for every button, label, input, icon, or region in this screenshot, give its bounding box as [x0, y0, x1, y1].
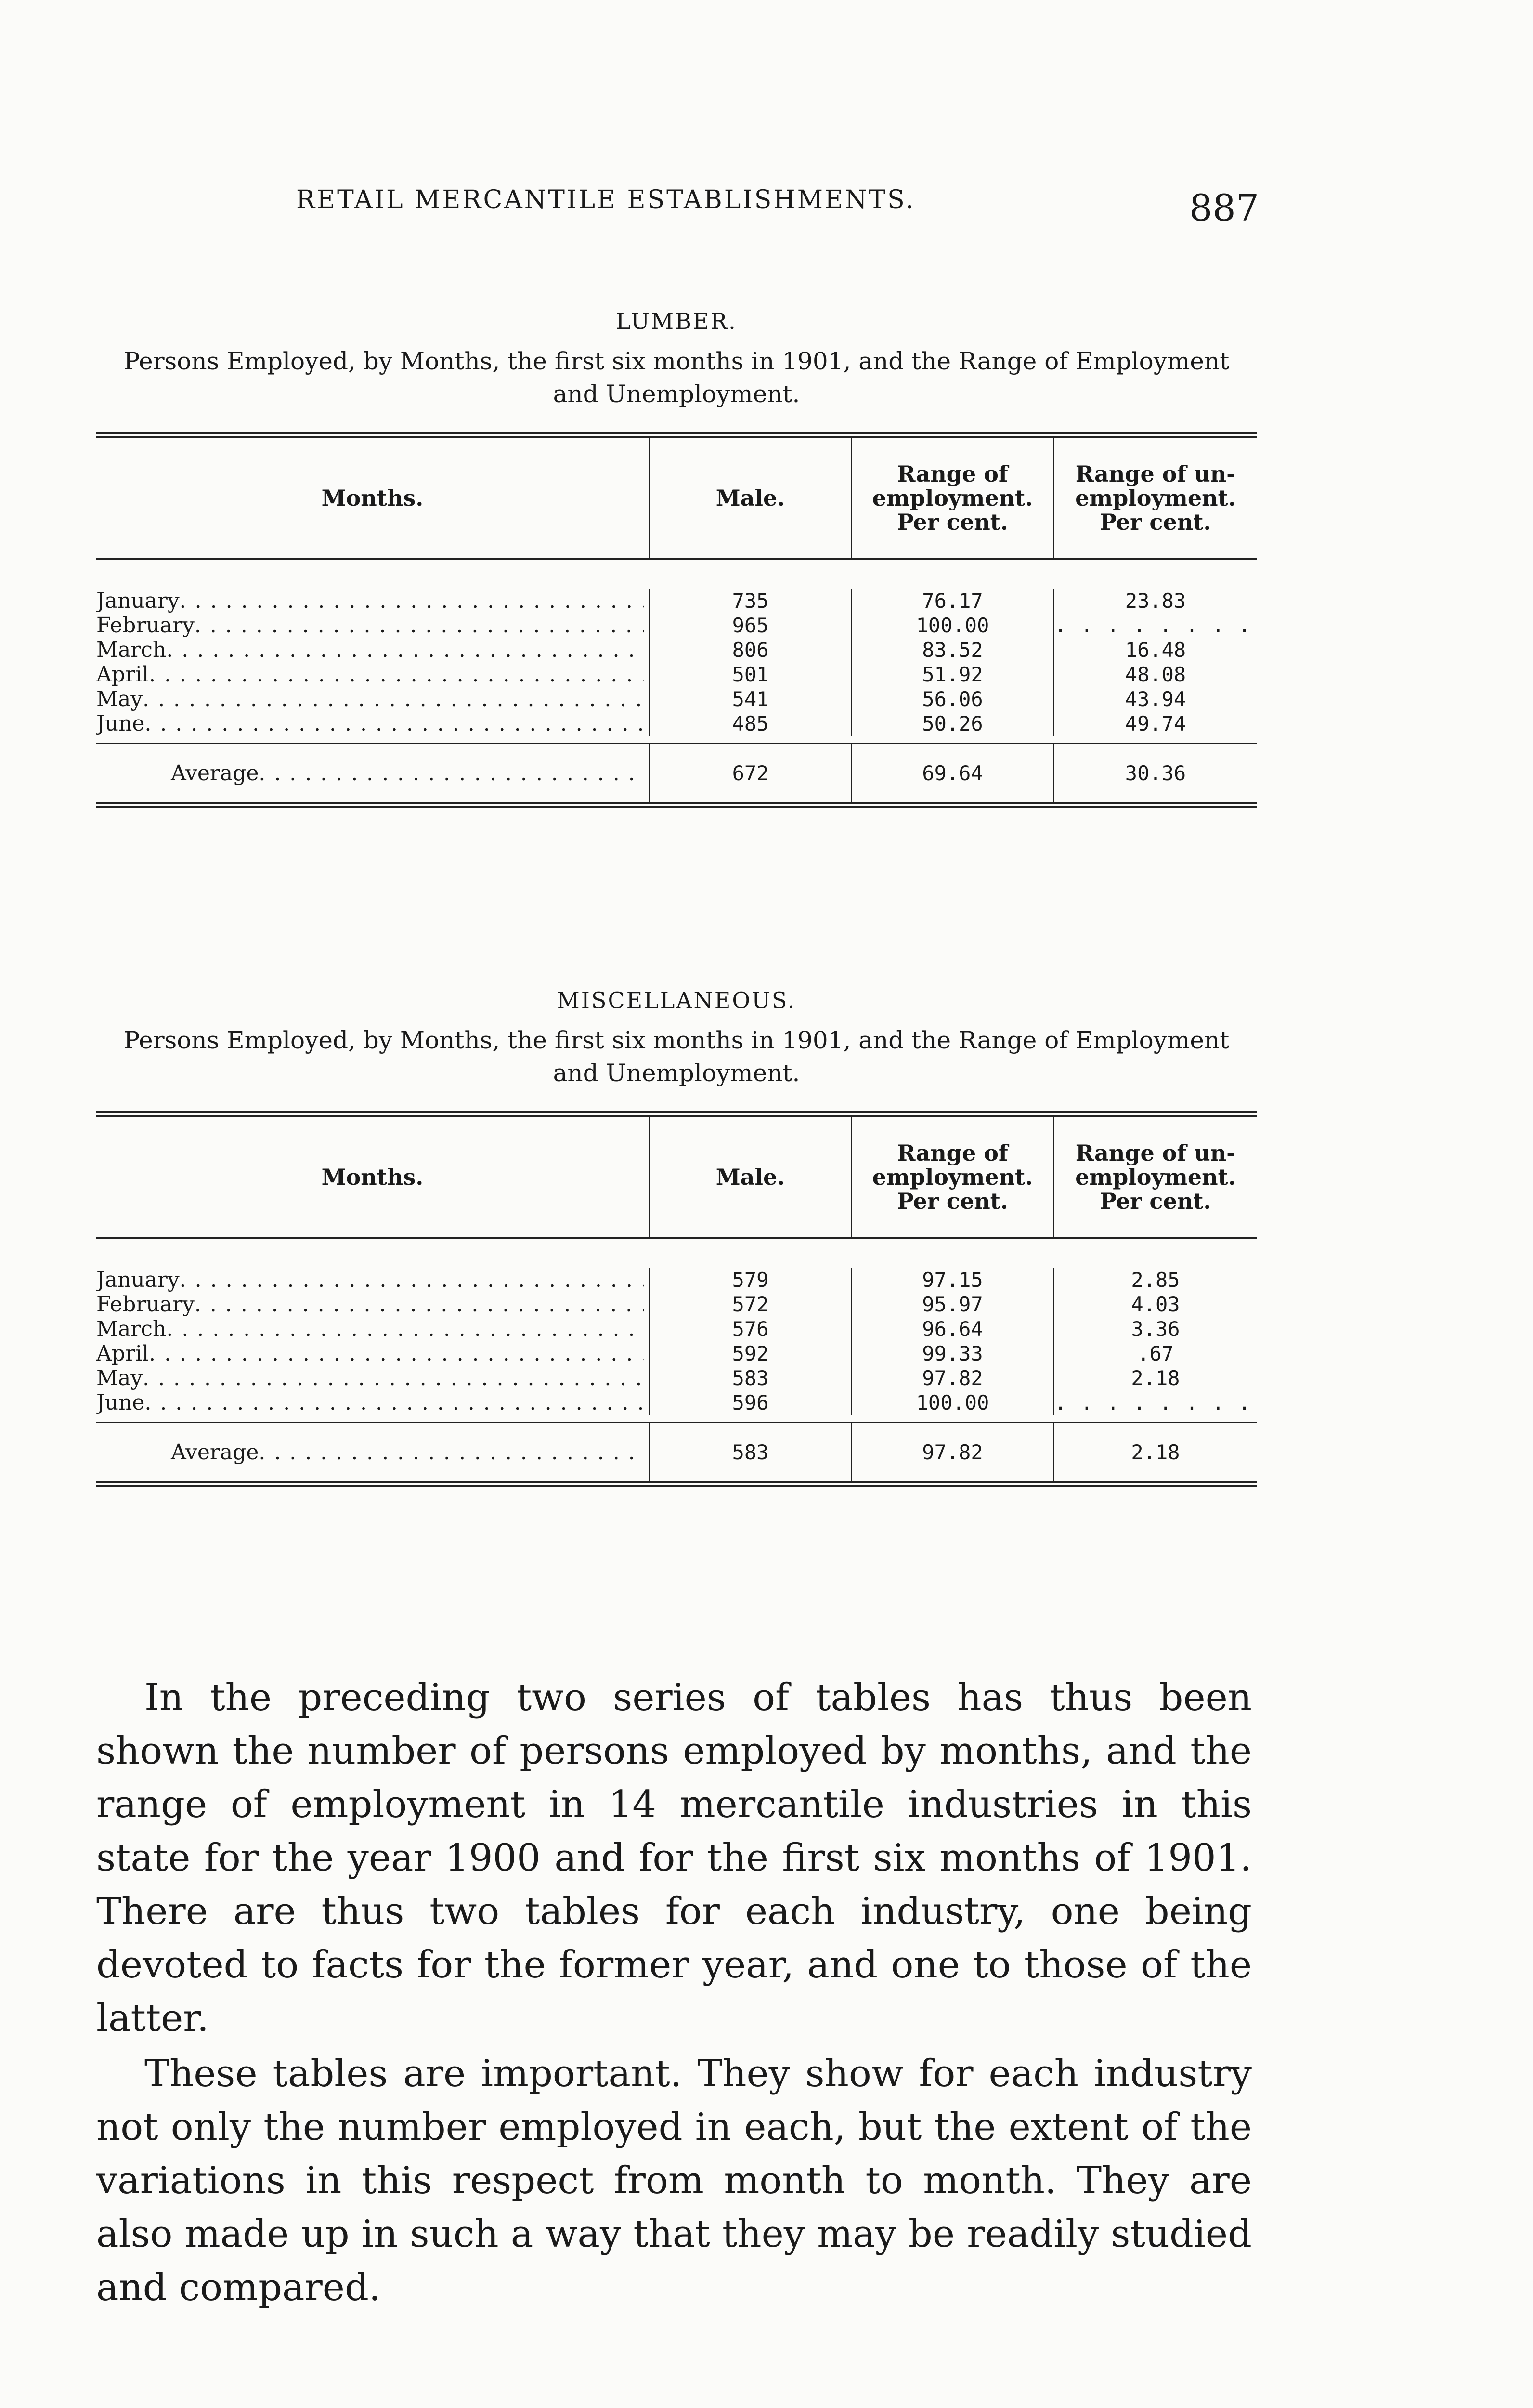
table-row [96, 687, 649, 711]
header-unemployment: Range of un- employment. Per cent. [1075, 461, 1236, 535]
paragraph: In the preceding two series of tables has thus been shown the number of persons employed by months, and the range of employment in 14 mercantile industries in this state for the year 1900 and for the first six months of 1901. There are thus two tables for each industry, one being devoted to facts for the former year, and one to those of the latter. [96, 1676, 1252, 2040]
average-row [96, 744, 1257, 802]
average-unemployment: 30.36 [1125, 761, 1186, 785]
unemployment-cell: 2.18 [1131, 1366, 1180, 1390]
month-label: January [96, 589, 180, 613]
header-employment: Range of employment. Per cent. [852, 1117, 1054, 1237]
month-label: February [96, 613, 195, 638]
unemployment-cell: 2.85 [1131, 1268, 1180, 1292]
employment-cell: 97.82 [922, 1366, 983, 1390]
male-cell: 485 [732, 712, 769, 735]
month-label: May [96, 687, 143, 711]
table-row [96, 1317, 649, 1341]
month-label: February [96, 1292, 195, 1317]
employment-column [852, 589, 1054, 736]
month-label: January [96, 1268, 180, 1292]
table-row [96, 1268, 649, 1292]
table-caption: Persons Employed, by Months, the first six months in 1901, and the Range of Employment and Unemployment. [123, 347, 1230, 408]
month-label: March [96, 1317, 167, 1341]
table-row [96, 1366, 649, 1390]
male-cell: 806 [732, 638, 769, 662]
unemployment-cell: 4.03 [1131, 1293, 1180, 1316]
table-row [96, 662, 649, 687]
average-label-cell [96, 1423, 650, 1481]
table-row [96, 711, 649, 736]
male-cell: 583 [732, 1366, 769, 1390]
table-body [96, 560, 1257, 744]
employment-cell: 100.00 [916, 614, 989, 637]
employment-column [852, 1268, 1054, 1415]
month-label: March [96, 638, 167, 662]
employment-cell: 56.06 [922, 687, 983, 711]
employment-cell: 83.52 [922, 638, 983, 662]
male-cell: 592 [732, 1342, 769, 1365]
average-employment: 69.64 [852, 744, 1054, 802]
unemployment-column [1054, 589, 1257, 736]
average-label: Average [171, 760, 259, 785]
employment-cell: 50.26 [922, 712, 983, 735]
page-header [296, 185, 1260, 229]
average-male: 672 [650, 744, 852, 802]
male-cell: 572 [732, 1293, 769, 1316]
month-label: April [96, 662, 149, 687]
unemployment-cell-empty [1054, 613, 1257, 638]
month-label: June [96, 1390, 145, 1415]
body-text [96, 1671, 1252, 2316]
employment-cell: 96.64 [922, 1317, 983, 1341]
month-column [96, 589, 650, 736]
lumber-section [96, 308, 1257, 808]
employment-cell: 95.97 [922, 1293, 983, 1316]
table-row [96, 1390, 649, 1415]
male-cell: 965 [732, 614, 769, 637]
header-unemployment: Range of un- employment. Per cent. [1075, 1140, 1236, 1214]
month-label: May [96, 1366, 143, 1390]
employment-cell: 100.00 [916, 1391, 989, 1414]
male-cell: 735 [732, 589, 769, 613]
month-column [96, 1268, 650, 1415]
section-title: MISCELLANEOUS. [557, 987, 796, 1013]
employment-cell: 51.92 [922, 663, 983, 686]
male-cell: 579 [732, 1268, 769, 1292]
paragraph: These tables are important. They show for each industry not only the number employed in each, but the extent of the variations in this respect from month to month. They are also made up in such a way that they may be readily studied and compared. [96, 2052, 1252, 2309]
table-row [96, 589, 649, 613]
page-number: 887 [1189, 186, 1260, 229]
table-header [96, 1117, 1257, 1239]
unemployment-cell: .67 [1137, 1342, 1174, 1365]
header-months: Months. [96, 438, 650, 558]
unemployment-column [1054, 1268, 1257, 1415]
employment-cell: 97.15 [922, 1268, 983, 1292]
average-label: Average [171, 1440, 259, 1465]
table-row [96, 1292, 649, 1317]
male-column [650, 1268, 852, 1415]
unemployment-cell: 49.74 [1125, 712, 1186, 735]
average-unemployment: 2.18 [1131, 1440, 1180, 1464]
employment-cell: 76.17 [922, 589, 983, 613]
header-male: Male. [650, 438, 852, 558]
average-row [96, 1423, 1257, 1481]
unemployment-cell: 48.08 [1125, 663, 1186, 686]
average-employment: 97.82 [852, 1423, 1054, 1481]
average-label-cell [96, 744, 650, 802]
table-caption: Persons Employed, by Months, the first six months in 1901, and the Range of Employment and Unemployment. [123, 1026, 1230, 1087]
table-row [96, 638, 649, 662]
male-column [650, 589, 852, 736]
male-cell: 541 [732, 687, 769, 711]
table-row [96, 613, 649, 638]
miscellaneous-section [96, 987, 1257, 1487]
header-months: Months. [96, 1117, 650, 1237]
male-cell: 596 [732, 1391, 769, 1414]
month-label: June [96, 711, 145, 736]
unemployment-cell: 23.83 [1125, 589, 1186, 613]
miscellaneous-table [96, 1111, 1257, 1487]
unemployment-cell: 43.94 [1125, 687, 1186, 711]
table-header [96, 438, 1257, 560]
month-label: April [96, 1341, 149, 1366]
header-employment: Range of employment. Per cent. [852, 438, 1054, 558]
male-cell: 576 [732, 1317, 769, 1341]
header-male: Male. [650, 1117, 852, 1237]
unemployment-cell-empty [1054, 1390, 1257, 1415]
section-title: LUMBER. [616, 308, 737, 334]
unemployment-cell: 3.36 [1131, 1317, 1180, 1341]
average-male: 583 [650, 1423, 852, 1481]
table-body [96, 1239, 1257, 1423]
employment-cell: 99.33 [922, 1342, 983, 1365]
unemployment-cell: 16.48 [1125, 638, 1186, 662]
running-title: RETAIL MERCANTILE ESTABLISHMENTS. [296, 185, 916, 214]
lumber-table [96, 432, 1257, 808]
table-row [96, 1341, 649, 1366]
male-cell: 501 [732, 663, 769, 686]
